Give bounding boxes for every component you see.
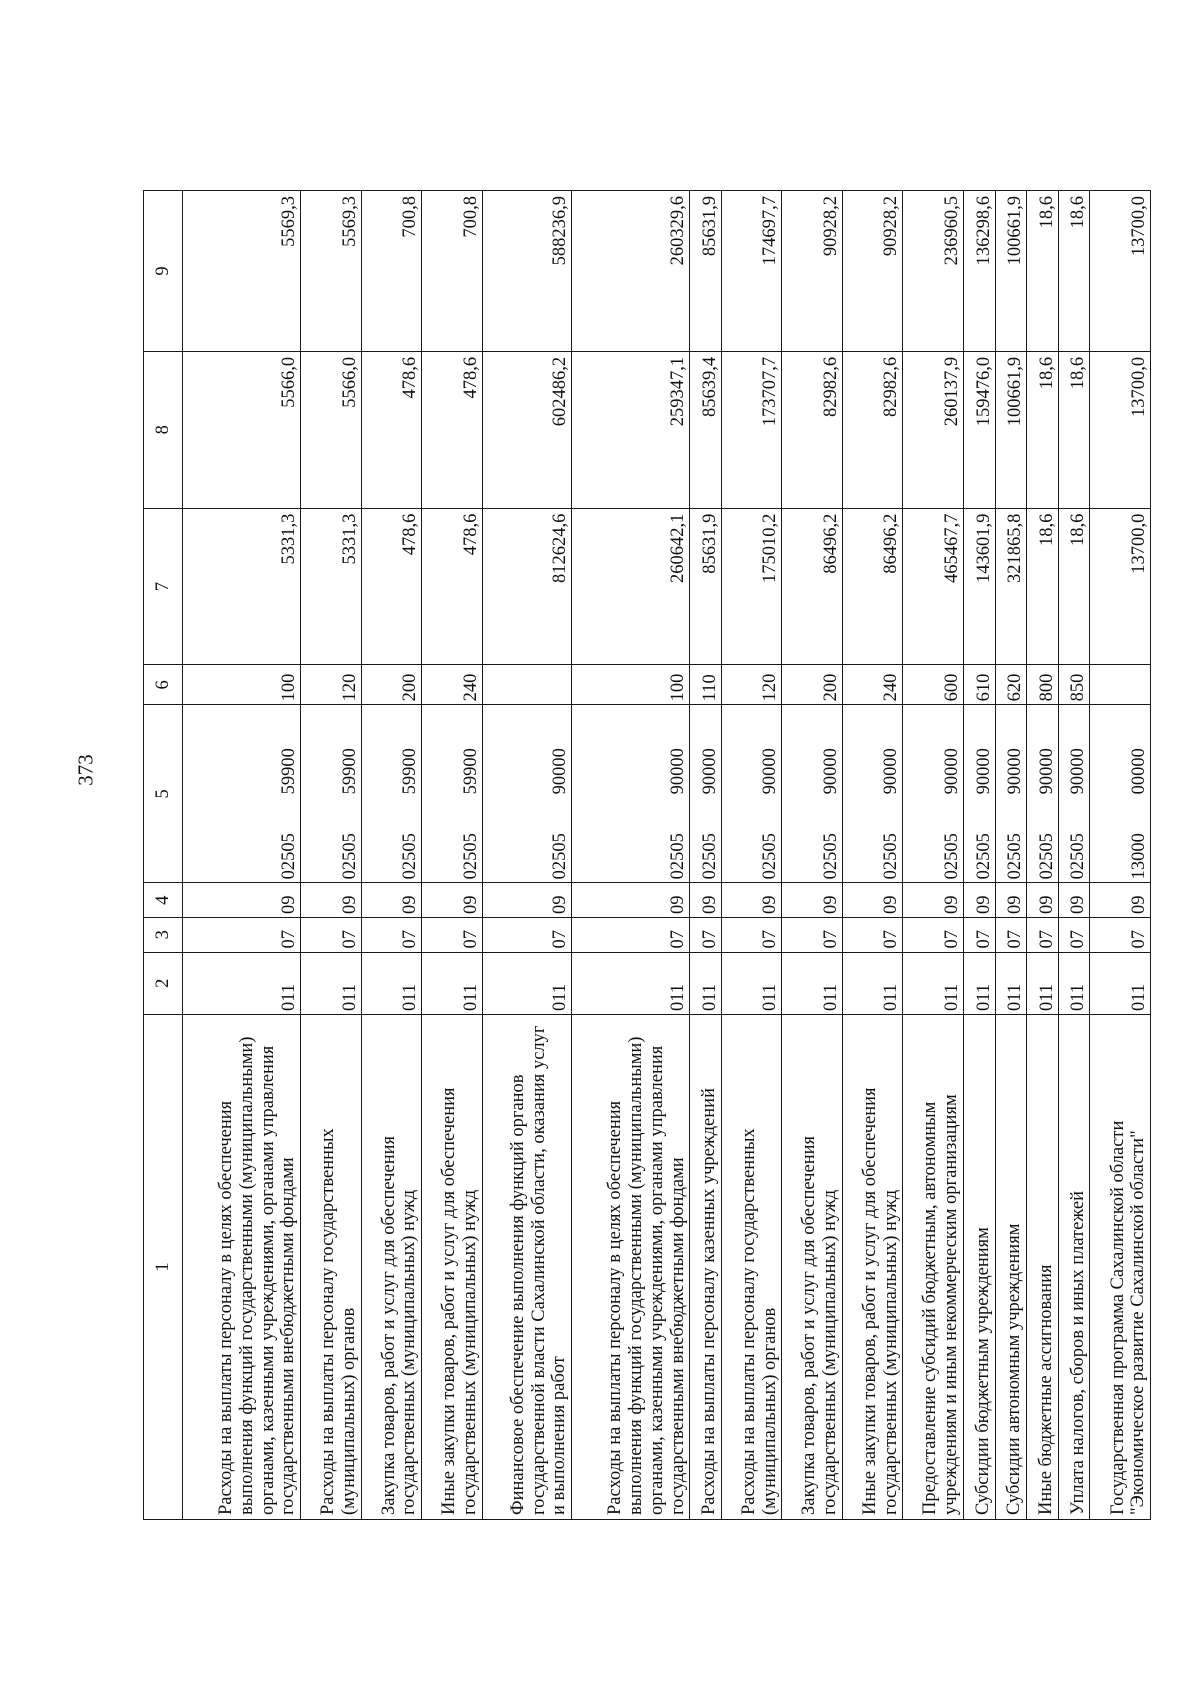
expense-type-code: 610 (963, 665, 995, 705)
amount-year-2: 5566,0 (301, 351, 362, 508)
target-article-code (995, 705, 1027, 883)
table-row (1090, 191, 1151, 1520)
amount-year-2: 478,6 (361, 351, 422, 508)
target-article-code (572, 705, 690, 883)
target-article-direction-code: 90000 (1068, 748, 1089, 795)
expense-type-code: 620 (995, 665, 1027, 705)
subsection-code: 09 (422, 883, 483, 918)
target-article-direction-code: 90000 (820, 748, 841, 795)
amount-year-3: 13700,0 (1090, 191, 1151, 352)
target-article-program-code: 02505 (760, 833, 781, 880)
target-article-code (963, 705, 995, 883)
column-header: 3 (144, 917, 183, 952)
section-code: 07 (1058, 917, 1090, 952)
amount-year-3: 18,6 (1058, 191, 1090, 352)
section-code: 07 (963, 917, 995, 952)
admin-code: 011 (1090, 952, 1151, 1014)
row-description: Расходы на выплаты персоналу в целях обеспечения выполнения функций государственными (муниципальными) органами, казенными учреждениями, органами управления государственными внебюджетными фондами (572, 1014, 690, 1519)
subsection-code: 09 (361, 883, 422, 918)
amount-year-1: 465467,7 (903, 508, 964, 665)
amount-year-1: 85631,9 (690, 508, 722, 665)
amount-year-3: 174697,7 (721, 191, 782, 352)
amount-year-2: 259347,1 (572, 351, 690, 508)
target-article-program-code: 13000 (1129, 833, 1149, 880)
target-article-program-code: 02505 (699, 833, 720, 880)
subsection-code: 09 (482, 883, 571, 918)
section-code: 07 (183, 917, 301, 952)
target-article-code (1090, 705, 1151, 883)
target-article-direction-code: 90000 (941, 748, 962, 795)
table-row (1058, 191, 1090, 1520)
subsection-code: 09 (1090, 883, 1151, 918)
table-row (995, 191, 1027, 1520)
subsection-code: 09 (995, 883, 1027, 918)
amount-year-3: 18,6 (1027, 191, 1059, 352)
target-article-program-code: 02505 (1036, 833, 1057, 880)
admin-code: 011 (1027, 952, 1059, 1014)
amount-year-3: 136298,6 (963, 191, 995, 352)
target-article-program-code: 02505 (550, 833, 571, 880)
target-article-code (1058, 705, 1090, 883)
row-description: Иные бюджетные ассигнования (1027, 1014, 1059, 1519)
subsection-code: 09 (963, 883, 995, 918)
column-header: 1 (144, 1014, 183, 1519)
target-article-code (183, 705, 301, 883)
target-article-program-code: 02505 (973, 833, 994, 880)
amount-year-2: 85639,4 (690, 351, 722, 508)
amount-year-1: 143601,9 (963, 508, 995, 665)
section-code: 07 (782, 917, 843, 952)
section-code: 07 (482, 917, 571, 952)
admin-code: 011 (183, 952, 301, 1014)
row-description: Государственная программа Сахалинской области "Экономическое развитие Сахалинской области" (1090, 1014, 1151, 1519)
column-header: 6 (144, 665, 183, 705)
table-body (183, 191, 1151, 1520)
target-article-direction-code: 59900 (279, 748, 300, 795)
table-row (963, 191, 995, 1520)
row-description: Расходы на выплаты персоналу в целях обеспечения выполнения функций государственными (муниципальными) органами, казенными учреждениями, органами управления государственными внебюджетными фондами (183, 1014, 301, 1519)
amount-year-3: 700,8 (422, 191, 483, 352)
table-row (903, 191, 964, 1520)
column-header: 4 (144, 883, 183, 918)
amount-year-2: 100661,9 (995, 351, 1027, 508)
amount-year-3: 260329,6 (572, 191, 690, 352)
amount-year-2: 159476,0 (963, 351, 995, 508)
target-article-code (903, 705, 964, 883)
admin-code: 011 (721, 952, 782, 1014)
section-code: 07 (361, 917, 422, 952)
target-article-direction-code: 90000 (973, 748, 994, 795)
expense-type-code: 200 (361, 665, 422, 705)
expense-type-code: 120 (721, 665, 782, 705)
amount-year-1: 175010,2 (721, 508, 782, 665)
amount-year-2: 602486,2 (482, 351, 571, 508)
row-description: Уплата налогов, сборов и иных платежей (1058, 1014, 1090, 1519)
amount-year-2: 82982,6 (782, 351, 843, 508)
target-article-direction-code: 90000 (760, 748, 781, 795)
amount-year-1: 478,6 (361, 508, 422, 665)
target-article-direction-code: 90000 (699, 748, 720, 795)
amount-year-2: 82982,6 (842, 351, 903, 508)
amount-year-3: 85631,9 (690, 191, 722, 352)
subsection-code: 09 (572, 883, 690, 918)
row-description: Иные закупки товаров, работ и услуг для обеспечения государственных (муниципальных) нужд (842, 1014, 903, 1519)
target-article-program-code: 02505 (1068, 833, 1089, 880)
amount-year-2: 260137,9 (903, 351, 964, 508)
section-code: 07 (721, 917, 782, 952)
section-code: 07 (842, 917, 903, 952)
target-article-direction-code: 90000 (1005, 748, 1026, 795)
target-article-code (721, 705, 782, 883)
amount-year-1: 86496,2 (782, 508, 843, 665)
section-code: 07 (572, 917, 690, 952)
amount-year-3: 588236,9 (482, 191, 571, 352)
subsection-code: 09 (301, 883, 362, 918)
target-article-program-code: 02505 (941, 833, 962, 880)
target-article-direction-code: 90000 (550, 748, 571, 795)
amount-year-1: 321865,8 (995, 508, 1027, 665)
expense-type-code (1090, 665, 1151, 705)
subsection-code: 09 (690, 883, 722, 918)
admin-code: 011 (903, 952, 964, 1014)
column-header: 7 (144, 508, 183, 665)
subsection-code: 09 (842, 883, 903, 918)
target-article-program-code: 02505 (279, 833, 300, 880)
section-code: 07 (1090, 917, 1151, 952)
row-description: Закупка товаров, работ и услуг для обеспечения государственных (муниципальных) нужд (782, 1014, 843, 1519)
table-row (361, 191, 422, 1520)
amount-year-2: 18,6 (1027, 351, 1059, 508)
target-article-program-code: 02505 (668, 833, 689, 880)
expense-type-code: 100 (183, 665, 301, 705)
admin-code: 011 (482, 952, 571, 1014)
row-description: Субсидии бюджетным учреждениям (963, 1014, 995, 1519)
admin-code: 011 (690, 952, 722, 1014)
column-header: 2 (144, 952, 183, 1014)
admin-code: 011 (301, 952, 362, 1014)
row-description: Предоставление субсидий бюджетным, автономным учреждениям и иным некоммерческим организациям (903, 1014, 964, 1519)
target-article-code (1027, 705, 1059, 883)
target-article-direction-code: 90000 (668, 748, 689, 795)
admin-code: 011 (842, 952, 903, 1014)
admin-code: 011 (361, 952, 422, 1014)
target-article-code (422, 705, 483, 883)
subsection-code: 09 (1027, 883, 1059, 918)
table-row (1027, 191, 1059, 1520)
expense-type-code: 600 (903, 665, 964, 705)
section-code: 07 (422, 917, 483, 952)
section-code: 07 (995, 917, 1027, 952)
target-article-program-code: 02505 (400, 833, 421, 880)
target-article-program-code: 02505 (881, 833, 902, 880)
column-header: 5 (144, 705, 183, 883)
amount-year-1: 18,6 (1027, 508, 1059, 665)
amount-year-1: 13700,0 (1090, 508, 1151, 665)
amount-year-3: 5569,3 (301, 191, 362, 352)
amount-year-1: 86496,2 (842, 508, 903, 665)
table-row (572, 191, 690, 1520)
target-article-program-code: 02505 (460, 833, 481, 880)
amount-year-1: 260642,1 (572, 508, 690, 665)
amount-year-1: 478,6 (422, 508, 483, 665)
target-article-code (361, 705, 422, 883)
target-article-direction-code: 59900 (400, 748, 421, 795)
page-number: 373 (73, 754, 98, 786)
expense-type-code (482, 665, 571, 705)
target-article-code (842, 705, 903, 883)
expense-type-code: 200 (782, 665, 843, 705)
column-header: 8 (144, 351, 183, 508)
budget-table (143, 190, 1151, 1520)
section-code: 07 (301, 917, 362, 952)
row-description: Расходы на выплаты персоналу государственных (муниципальных) органов (721, 1014, 782, 1519)
target-article-program-code: 02505 (820, 833, 841, 880)
expense-type-code: 800 (1027, 665, 1059, 705)
table-row (422, 191, 483, 1520)
rotated-table-container (143, 190, 1151, 1520)
row-description: Субсидии автономным учреждениям (995, 1014, 1027, 1519)
section-code: 07 (903, 917, 964, 952)
amount-year-3: 236960,5 (903, 191, 964, 352)
target-article-program-code: 02505 (339, 833, 360, 880)
subsection-code: 09 (721, 883, 782, 918)
amount-year-3: 90928,2 (842, 191, 903, 352)
header-row (144, 191, 183, 1520)
section-code: 07 (690, 917, 722, 952)
expense-type-code: 110 (690, 665, 722, 705)
admin-code: 011 (995, 952, 1027, 1014)
amount-year-3: 5569,3 (183, 191, 301, 352)
section-code: 07 (1027, 917, 1059, 952)
admin-code: 011 (572, 952, 690, 1014)
amount-year-1: 5331,3 (301, 508, 362, 665)
row-description: Закупка товаров, работ и услуг для обеспечения государственных (муниципальных) нужд (361, 1014, 422, 1519)
amount-year-3: 90928,2 (782, 191, 843, 352)
target-article-direction-code: 90000 (1036, 748, 1057, 795)
amount-year-2: 13700,0 (1090, 351, 1151, 508)
subsection-code: 09 (1058, 883, 1090, 918)
table-row (301, 191, 362, 1520)
amount-year-2: 478,6 (422, 351, 483, 508)
row-description: Финансовое обеспечение выполнения функций органов государственной власти Сахалинской области, оказания услуг и выполнения работ (482, 1014, 571, 1519)
admin-code: 011 (422, 952, 483, 1014)
target-article-code (301, 705, 362, 883)
table-row (782, 191, 843, 1520)
column-header: 9 (144, 191, 183, 352)
expense-type-code: 100 (572, 665, 690, 705)
subsection-code: 09 (903, 883, 964, 918)
amount-year-1: 812624,6 (482, 508, 571, 665)
target-article-direction-code: 59900 (339, 748, 360, 795)
amount-year-2: 18,6 (1058, 351, 1090, 508)
table-row (482, 191, 571, 1520)
expense-type-code: 120 (301, 665, 362, 705)
target-article-direction-code: 90000 (881, 748, 902, 795)
admin-code: 011 (1058, 952, 1090, 1014)
row-description: Расходы на выплаты персоналу государственных (муниципальных) органов (301, 1014, 362, 1519)
table-row (842, 191, 903, 1520)
subsection-code: 09 (782, 883, 843, 918)
expense-type-code: 240 (842, 665, 903, 705)
row-description: Иные закупки товаров, работ и услуг для обеспечения государственных (муниципальных) нужд (422, 1014, 483, 1519)
target-article-direction-code: 00000 (1129, 748, 1149, 795)
admin-code: 011 (782, 952, 843, 1014)
target-article-code (690, 705, 722, 883)
target-article-program-code: 02505 (1005, 833, 1026, 880)
amount-year-1: 18,6 (1058, 508, 1090, 665)
amount-year-3: 700,8 (361, 191, 422, 352)
amount-year-2: 173707,7 (721, 351, 782, 508)
target-article-direction-code: 59900 (460, 748, 481, 795)
table-row (183, 191, 301, 1520)
amount-year-2: 5566,0 (183, 351, 301, 508)
subsection-code: 09 (183, 883, 301, 918)
table-row (690, 191, 722, 1520)
expense-type-code: 850 (1058, 665, 1090, 705)
expense-type-code: 240 (422, 665, 483, 705)
target-article-code (782, 705, 843, 883)
amount-year-1: 5331,3 (183, 508, 301, 665)
row-description: Расходы на выплаты персоналу казенных учреждений (690, 1014, 722, 1519)
admin-code: 011 (963, 952, 995, 1014)
target-article-code (482, 705, 571, 883)
table-row (721, 191, 782, 1520)
amount-year-3: 100661,9 (995, 191, 1027, 352)
